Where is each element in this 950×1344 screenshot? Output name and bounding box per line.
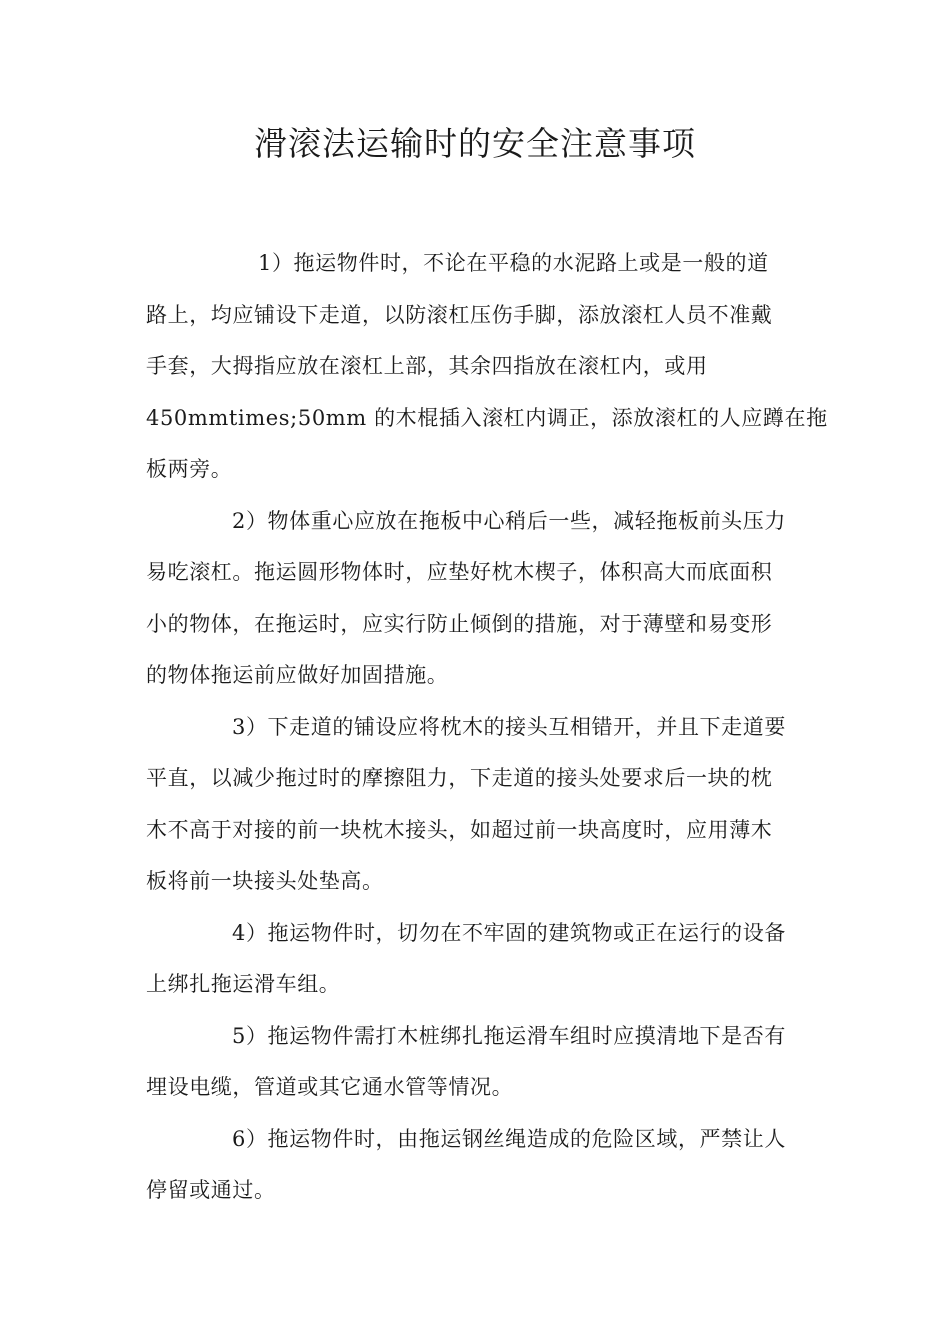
paragraph-line: 手套，大拇指应放在滚杠上部，其余四指放在滚杠内，或用 bbox=[146, 354, 708, 378]
paragraph-line: 3）下走道的铺设应将枕木的接头互相错开，并且下走道要 bbox=[232, 715, 786, 739]
paragraph-line: 上绑扎拖运滑车组。 bbox=[146, 972, 341, 996]
paragraph-line: 450mmtimes;50mm 的木棍插入滚杠内调正，添放滚杠的人应蹲在拖 bbox=[146, 406, 828, 430]
paragraph-line: 板两旁。 bbox=[146, 457, 233, 481]
paragraph-line: 停留或通过。 bbox=[146, 1178, 276, 1202]
paragraph-line: 板将前一块接头处垫高。 bbox=[146, 869, 384, 893]
paragraph-line: 2）物体重心应放在拖板中心稍后一些，减轻拖板前头压力 bbox=[232, 509, 786, 533]
paragraph-line: 4）拖运物件时，切勿在不牢固的建筑物或正在运行的设备 bbox=[232, 921, 786, 945]
paragraph-line: 小的物体，在拖运时，应实行防止倾倒的措施，对于薄壁和易变形 bbox=[146, 612, 773, 636]
document-title: 滑滚法运输时的安全注意事项 bbox=[254, 124, 696, 163]
paragraph-line: 6）拖运物件时，由拖运钢丝绳造成的危险区域，严禁让人 bbox=[232, 1127, 786, 1151]
paragraph-line: 的物体拖运前应做好加固措施。 bbox=[146, 663, 449, 687]
paragraph-line: 1）拖运物件时，不论在平稳的水泥路上或是一般的道 bbox=[258, 251, 769, 275]
paragraph-line: 路上，均应铺设下走道，以防滚杠压伤手脚，添放滚杠人员不准戴 bbox=[146, 303, 773, 327]
paragraph-line: 5）拖运物件需打木桩绑扎拖运滑车组时应摸清地下是否有 bbox=[232, 1024, 786, 1048]
paragraph-line: 平直，以减少拖过时的摩擦阻力，下走道的接头处要求后一块的枕 bbox=[146, 766, 773, 790]
paragraph-line: 木不高于对接的前一块枕木接头，如超过前一块高度时，应用薄木 bbox=[146, 818, 773, 842]
paragraph-line: 易吃滚杠。拖运圆形物体时，应垫好枕木楔子，体积高大而底面积 bbox=[146, 560, 773, 584]
paragraph-line: 埋设电缆，管道或其它通水管等情况。 bbox=[146, 1075, 514, 1099]
